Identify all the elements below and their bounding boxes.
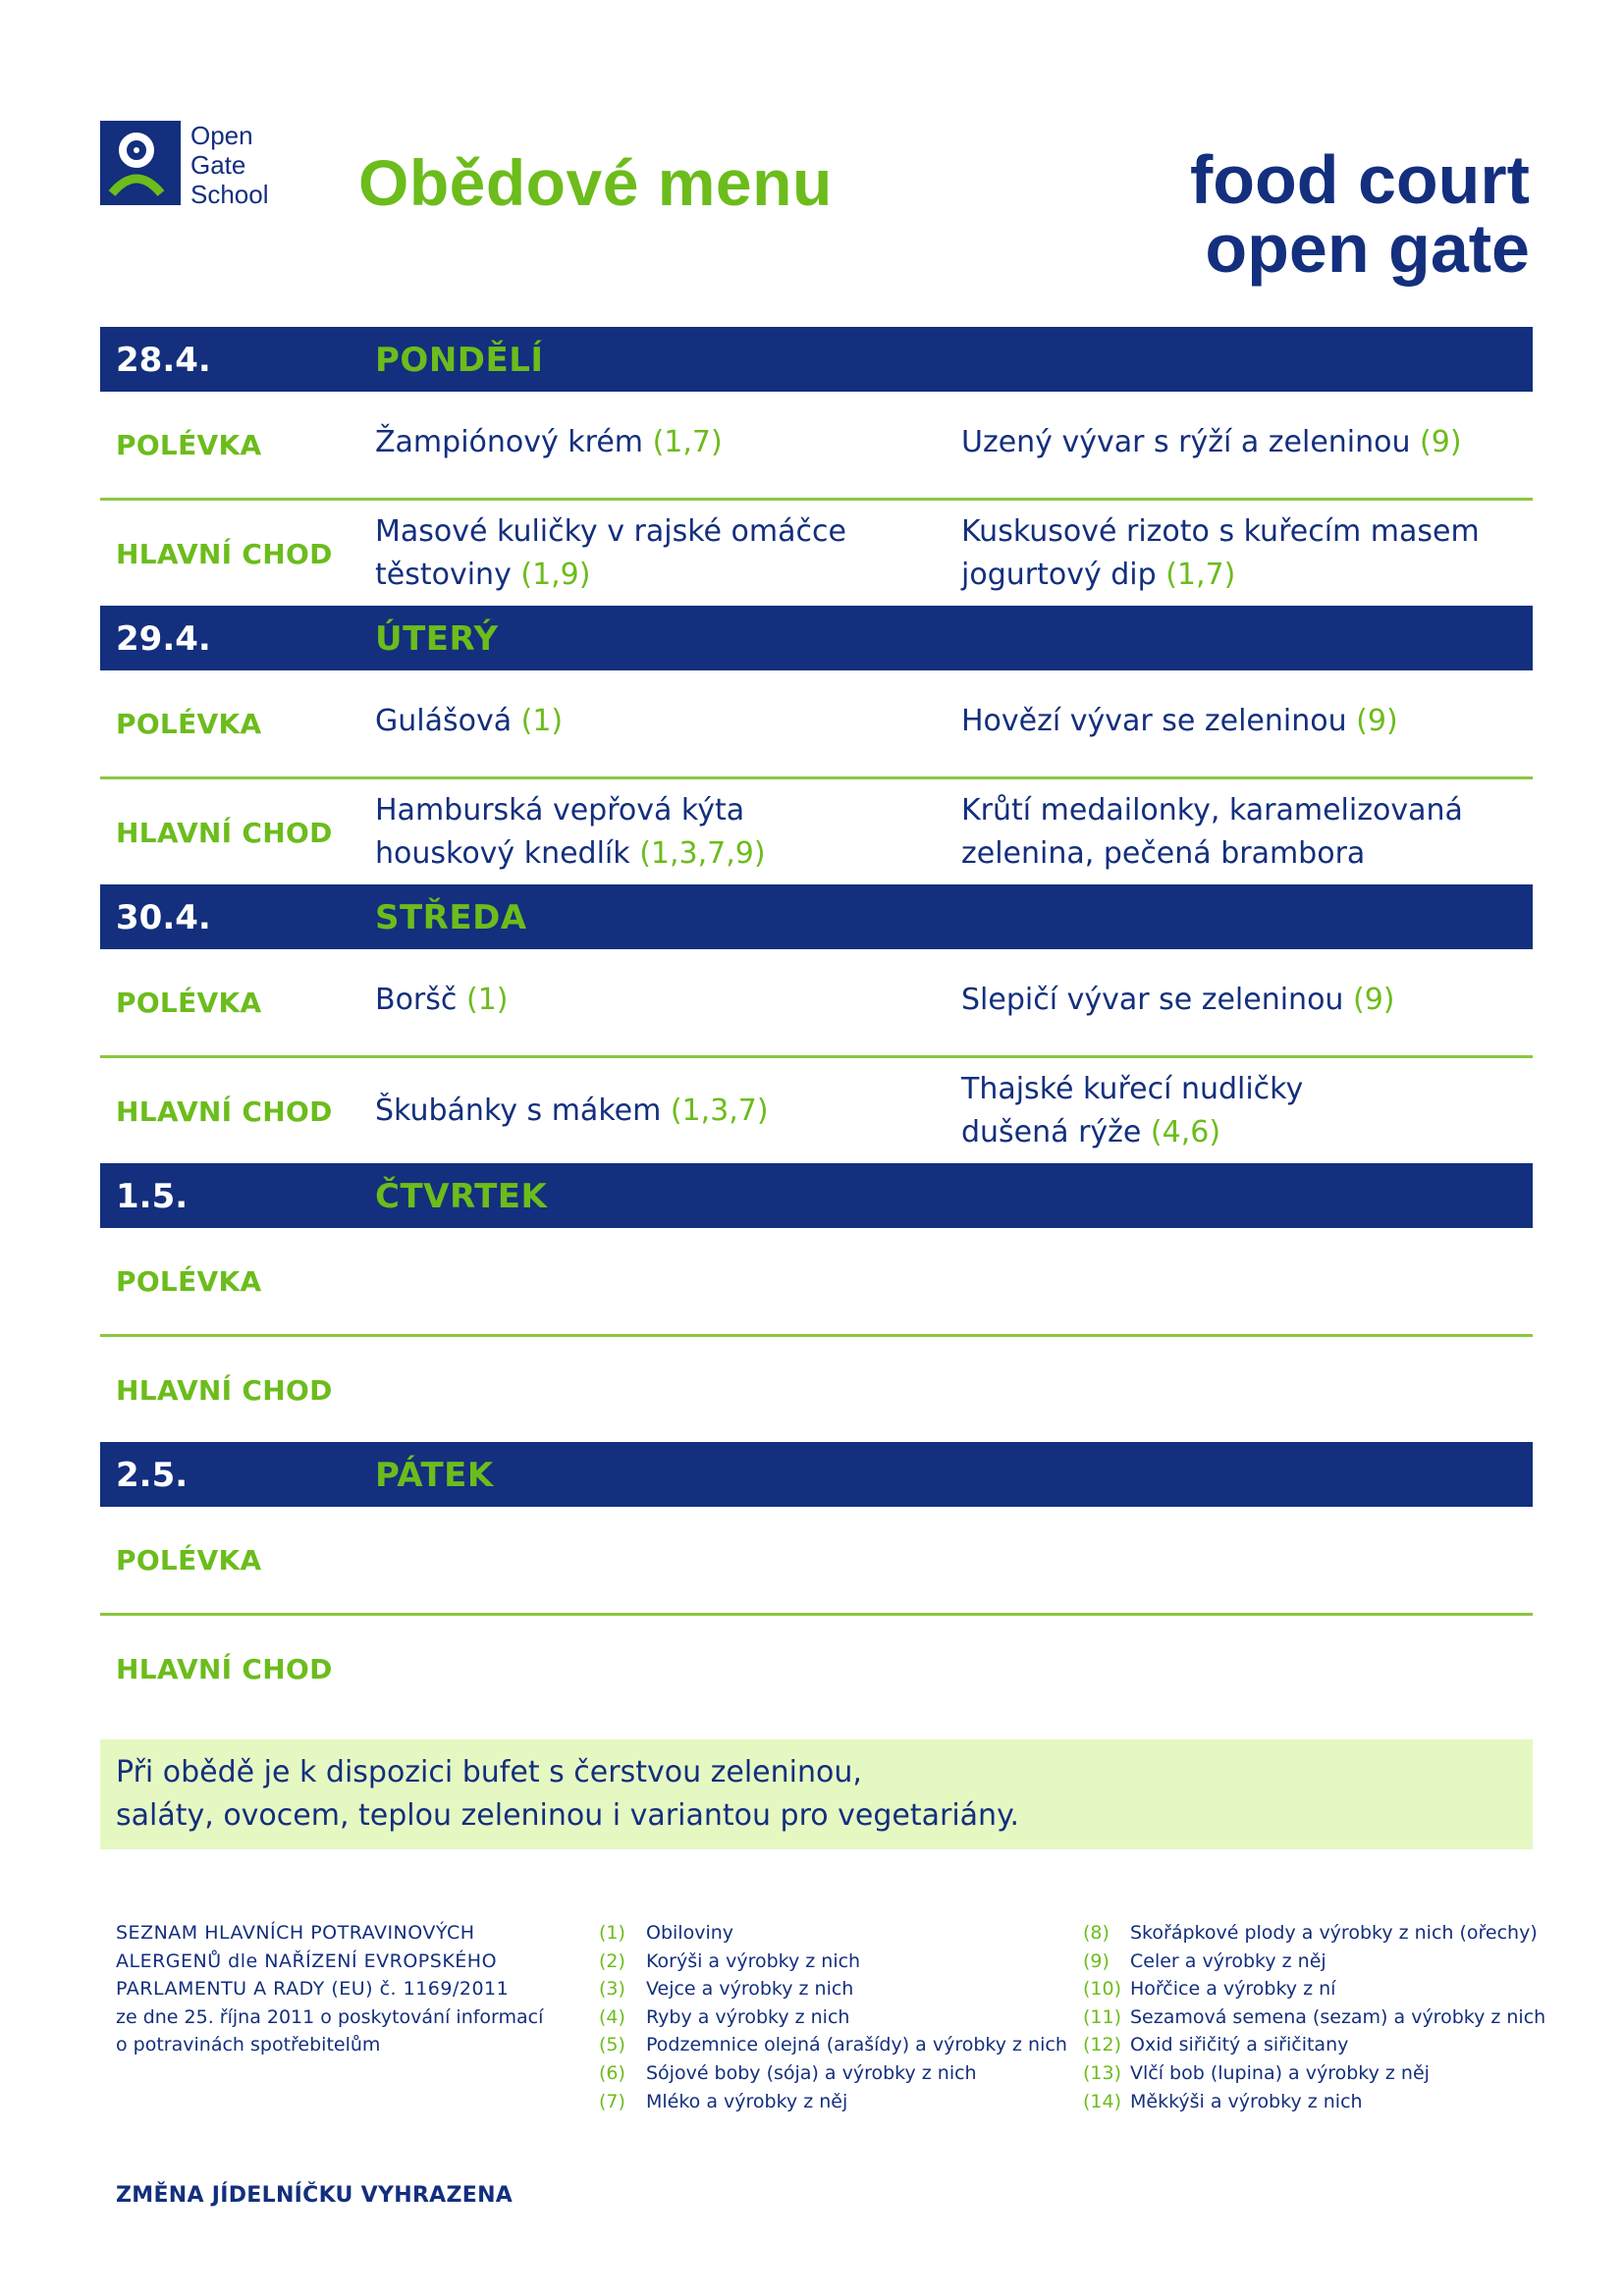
soup-label: POLÉVKA xyxy=(116,1544,262,1576)
logo-line: Gate xyxy=(190,150,246,180)
allergen-item: (6) Sójové boby (sója) a výrobky z nich xyxy=(599,2061,977,2084)
allergen-item: (4) Ryby a výrobky z nich xyxy=(599,2005,850,2028)
allergen-codes: (9) xyxy=(1356,704,1398,738)
main-course-row xyxy=(100,1616,1533,1721)
allergen-codes: (1,3,7,9) xyxy=(639,836,766,871)
allergen-item: (3) Vejce a výrobky z nich xyxy=(599,1978,854,2001)
main-dish: Thajské kuřecí nudličky dušená rýže (4,6) xyxy=(961,1072,1304,1149)
day-header xyxy=(100,1442,1533,1507)
soup-row xyxy=(100,670,1533,779)
page-title: Obědové menu xyxy=(358,146,833,219)
allergen-item: (10) Hořčice a výrobky z ní xyxy=(1083,1978,1336,2001)
main-dish: Masové kuličky v rajské omáčce těstoviny (1,9) xyxy=(375,514,846,592)
main-course-label: HLAVNÍ CHOD xyxy=(116,1095,333,1128)
soup-dish: Boršč (1) xyxy=(375,983,509,1017)
allergen-list xyxy=(1083,1919,1545,2115)
soup-row xyxy=(100,949,1533,1058)
day-date: 1.5. xyxy=(116,1177,189,1216)
note-line: saláty, ovocem, teplou zeleninou i variantou pro vegetariány. xyxy=(116,1798,1020,1833)
soup-dish: Gulášová (1) xyxy=(375,704,564,738)
allergen-codes: (1,7) xyxy=(1165,558,1236,592)
soup-dish: Hovězí vývar se zeleninou (9) xyxy=(961,704,1398,738)
logo-wordmark xyxy=(190,121,269,209)
day-date: 29.4. xyxy=(116,619,211,659)
day-name: PONDĚLÍ xyxy=(375,341,544,380)
allergen-codes: (1) xyxy=(465,983,509,1017)
menu-change-notice: ZMĚNA JÍDELNÍČKU VYHRAZENA xyxy=(116,2183,514,2208)
logo-line: School xyxy=(190,180,269,209)
soup-label: POLÉVKA xyxy=(116,708,262,740)
main-course-label: HLAVNÍ CHOD xyxy=(116,1653,333,1685)
allergen-list xyxy=(599,1919,1067,2115)
day-header xyxy=(100,606,1533,670)
allergen-item: (1) Obiloviny xyxy=(599,1922,734,1944)
main-course-label: HLAVNÍ CHOD xyxy=(116,538,333,570)
brand-line: food court xyxy=(1189,141,1530,218)
main-course-row xyxy=(100,1337,1533,1442)
allergen-codes: (9) xyxy=(1420,425,1462,459)
main-course-row xyxy=(100,501,1533,606)
main-dish: Hamburská vepřová kýta houskový knedlík (1,3,7,9) xyxy=(375,793,766,871)
day-name: ČTVRTEK xyxy=(375,1177,548,1216)
soup-label: POLÉVKA xyxy=(116,1265,262,1298)
main-dish: Kuskusové rizoto s kuřecím masem jogurtový dip (1,7) xyxy=(961,514,1480,592)
logo-line: Open xyxy=(190,121,253,150)
soup-row xyxy=(100,1228,1533,1337)
main-dish: Škubánky s mákem (1,3,7) xyxy=(375,1094,769,1128)
day-name: STŘEDA xyxy=(375,898,527,937)
allergen-heading: SEZNAM HLAVNÍCH POTRAVINOVÝCH ALERGENŮ dle NAŘÍZENÍ EVROPSKÉHO PARLAMENTU A RADY (EU) č. 1169/2011 ze dne 25. října 2011 o poskytování informací o potravinách spotřebitelům xyxy=(116,1922,544,2056)
day-date: 28.4. xyxy=(116,341,211,380)
allergen-item: (14) Měkkýši a výrobky z nich xyxy=(1083,2090,1363,2112)
allergen-item: (13) Vlčí bob (lupina) a výrobky z něj xyxy=(1083,2061,1430,2084)
soup-label: POLÉVKA xyxy=(116,987,262,1019)
allergen-item: (5) Podzemnice olejná (arašídy) a výrobky z nich xyxy=(599,2034,1067,2056)
main-course-label: HLAVNÍ CHOD xyxy=(116,1374,333,1407)
allergen-codes: (1) xyxy=(520,704,564,738)
buffet-note xyxy=(100,1739,1533,1849)
day-name: PÁTEK xyxy=(375,1456,494,1495)
main-course-label: HLAVNÍ CHOD xyxy=(116,817,333,849)
main-course-row xyxy=(100,1058,1533,1163)
menu-table xyxy=(100,327,1533,1721)
allergen-codes: (1,9) xyxy=(520,558,591,592)
day-header xyxy=(100,327,1533,392)
allergen-codes: (4,6) xyxy=(1150,1115,1221,1149)
allergen-item: (8) Skořápkové plody a výrobky z nich (ořechy) xyxy=(1083,1922,1538,1944)
day-name: ÚTERÝ xyxy=(375,619,499,659)
soup-dish: Slepičí vývar se zeleninou (9) xyxy=(961,983,1395,1017)
day-header xyxy=(100,884,1533,949)
brand-line: open gate xyxy=(1205,210,1530,287)
logo-mark-icon xyxy=(100,121,181,205)
allergen-codes: (1,7) xyxy=(652,425,723,459)
allergen-codes: (1,3,7) xyxy=(670,1094,769,1128)
allergen-item: (11) Sezamová semena (sezam) a výrobky z nich xyxy=(1083,2005,1546,2028)
open-gate-school-logo xyxy=(100,121,269,209)
soup-dish: Žampiónový krém (1,7) xyxy=(375,425,723,459)
soup-row xyxy=(100,392,1533,501)
day-date: 2.5. xyxy=(116,1456,189,1495)
day-date: 30.4. xyxy=(116,898,211,937)
soup-label: POLÉVKA xyxy=(116,429,262,461)
brand-logo xyxy=(1189,141,1530,287)
allergen-codes: (9) xyxy=(1352,983,1395,1017)
main-course-row xyxy=(100,779,1533,884)
note-line: Při obědě je k dispozici bufet s čerstvou zeleninou, xyxy=(116,1755,862,1789)
soup-row xyxy=(100,1507,1533,1616)
soup-dish: Uzený vývar s rýží a zeleninou (9) xyxy=(961,425,1462,459)
main-dish: Krůtí medailonky, karamelizovaná zelenina, pečená brambora xyxy=(961,793,1463,871)
allergen-item: (9) Celer a výrobky z něj xyxy=(1083,1949,1326,1972)
allergen-item: (7) Mléko a výrobky z něj xyxy=(599,2090,848,2112)
day-header xyxy=(100,1163,1533,1228)
allergen-item: (12) Oxid siřičitý a siřičitany xyxy=(1083,2034,1349,2056)
allergen-item: (2) Korýši a výrobky z nich xyxy=(599,1949,861,1972)
